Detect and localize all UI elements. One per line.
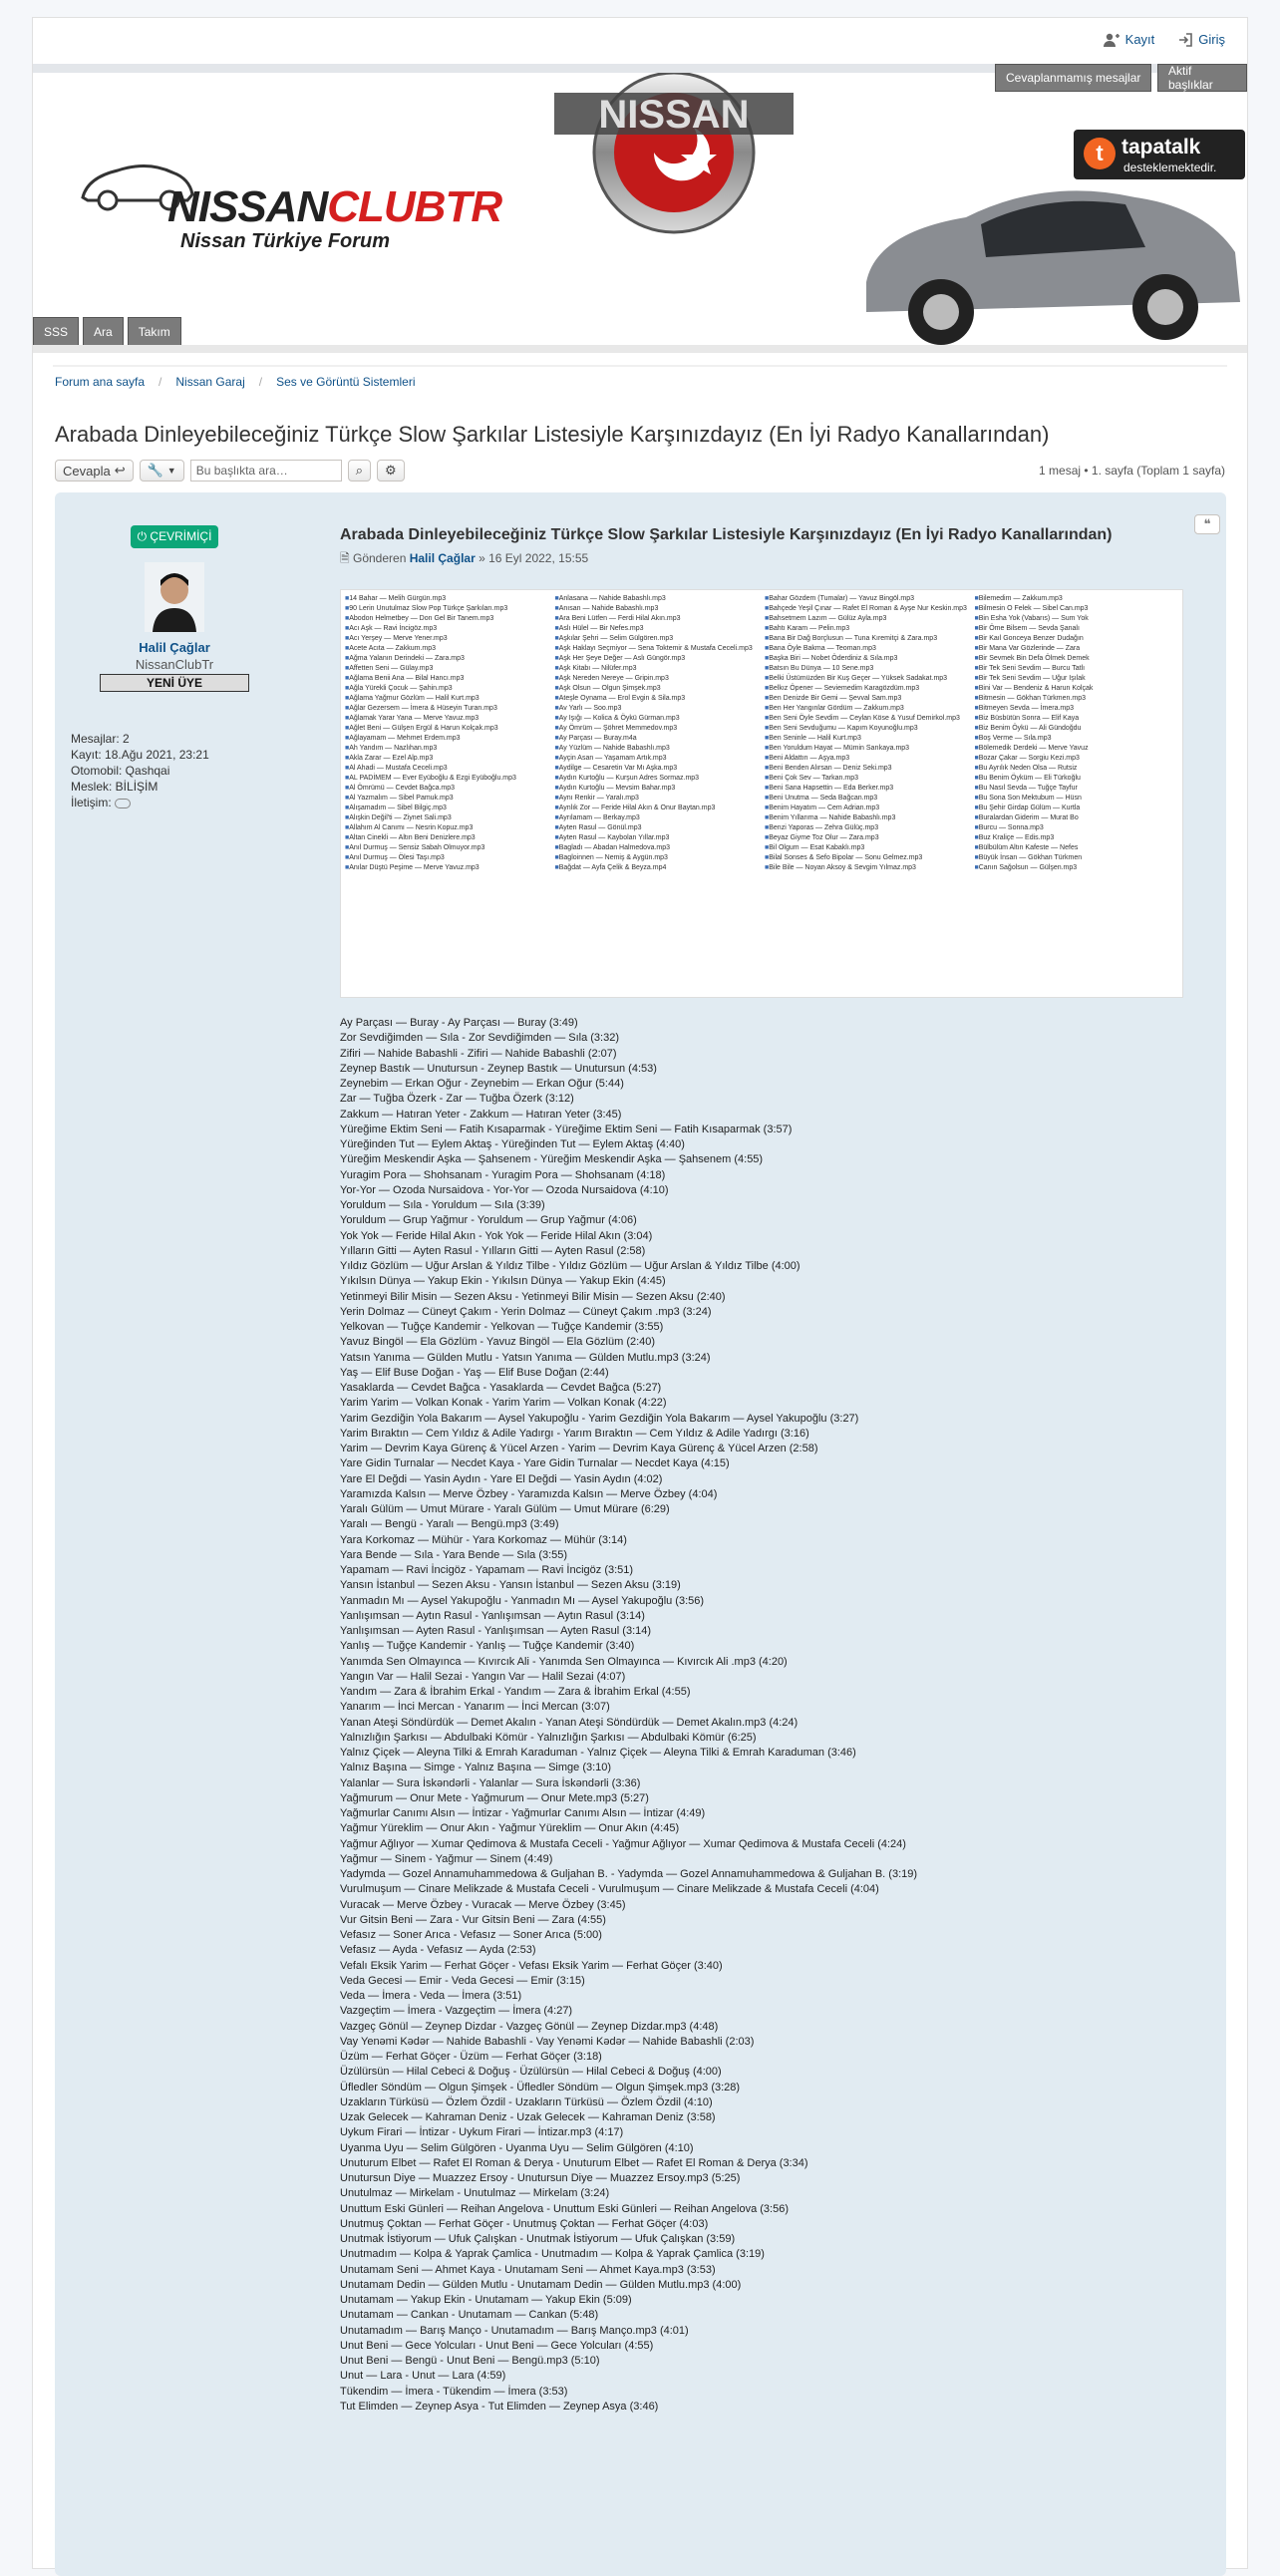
online-status-label: ÇEVRİMİÇİ xyxy=(150,529,212,543)
screenshot-file-item: ■ Beni Benden Alırsan — Deniz Seki.mp3 xyxy=(765,764,969,774)
song-line: Yanlışımsan — Aytın Rasul - Yanlışımsan — Aytın Rasul (3:14) xyxy=(340,1609,645,1622)
song-line: Vefasız — Ayda - Vefasız — Ayda (2:53) xyxy=(340,1944,536,1957)
screenshot-file-item: ■ Bahçede Yeşil Çınar — Rafet El Roman & Ayşe Nur Keskin.mp3 xyxy=(765,604,969,614)
tabs-underline xyxy=(33,345,1247,353)
song-line: Vur Gitsin Beni — Zara - Vur Gitsin Beni — Zara (4:55) xyxy=(340,1913,606,1926)
screenshot-file-item: ■ Aslı Hülel — Bir Nefes.mp3 xyxy=(555,624,760,634)
screenshot-file-item: ■ Ağlayamam — Mehmet Erdem.mp3 xyxy=(345,734,549,744)
screenshot-file-item: ■ Bölemedik Derdeki — Merve Yavuz xyxy=(975,744,1179,754)
screenshot-file-item: ■ Bağdat — Ayfa Çelik & Beyza.mp4 xyxy=(555,863,760,873)
post-author-prefix: Gönderen xyxy=(353,551,407,565)
site-logo[interactable] xyxy=(167,182,501,232)
song-line: Yanlışımsan — Ayten Rasul - Yanlışımsan — Ayten Rasul (3:14) xyxy=(340,1625,652,1637)
screenshot-file-item: ■ Aşk Her Şeye Değer — Aslı Güngör.mp3 xyxy=(555,654,760,664)
screenshot-file-item: ■ Alışamadım — Sibel Bilgiç.mp3 xyxy=(345,804,549,813)
screenshot-file-item: ■ Bile Bile — Noyan Aksoy & Sevgim Yılmaz.mp3 xyxy=(765,863,969,873)
song-line: Yılların Gitti — Ayten Rasul - Yılların Gitti — Ayten Rasul (2:58) xyxy=(340,1244,646,1257)
song-line: Veda Gecesi — Emir - Veda Gecesi — Emir (3:15) xyxy=(340,1974,585,1987)
screenshot-file-item: ■ Allahım Al Canımı — Nesrin Kopuz.mp3 xyxy=(345,823,549,833)
song-line: Üzülürsün — Hilal Cebeci & Doğuş - Üzülürsün — Hilal Cebeci & Doğuş (4:00) xyxy=(340,2066,722,2079)
song-line: Unut — Lara - Unut — Lara (4:59) xyxy=(340,2370,506,2383)
screenshot-file-item: ■ Canın Sağolsun — Gülşen.mp3 xyxy=(975,863,1179,873)
screenshot-file-item: ■ Bana Bir Dağ Borçlusun — Tuna Kıremitçi & Zara.mp3 xyxy=(765,634,969,644)
screenshot-file-item: ■ Ay Yüzlüm — Nahide Babashlı.mp3 xyxy=(555,744,760,754)
tab-search[interactable]: Ara xyxy=(83,317,124,347)
user-title: NissanClubTr xyxy=(135,657,214,672)
song-line: Yandım — Zara & İbrahim Erkal - Yandım — Zara & İbrahim Erkal (4:55) xyxy=(340,1686,691,1698)
post-author-line xyxy=(340,549,1197,570)
screenshot-file-item: ■ Ay Parçası — Buray.m4a xyxy=(555,734,760,744)
song-line: Unutamam — Cankan - Unutamam — Cankan (5:48) xyxy=(340,2309,599,2322)
song-line: Yaralı — Bengü - Yaralı — Bengü.mp3 (3:49) xyxy=(340,1518,559,1531)
song-line: Unutamadım — Barış Manço - Unutamadım — Barış Manço.mp3 (4:01) xyxy=(340,2324,689,2337)
song-line: Yağmur — Sinem - Yağmur — Sinem (4:49) xyxy=(340,1852,553,1865)
song-line: Unut Beni — Gece Yolcuları - Unut Beni — Gece Yolcuları (4:55) xyxy=(340,2339,654,2352)
breadcrumb-audio-video[interactable]: Ses ve Görüntü Sistemleri xyxy=(276,375,416,389)
screenshot-file-item: ■ Batsın Bu Dünya — 10 Sene.mp3 xyxy=(765,664,969,674)
song-line: Yanan Ateşi Söndürdük — Demet Akalın - Yanan Ateşi Söndürdük — Demet Akalın.mp3 (4:24) xyxy=(340,1716,799,1729)
song-line: Yüreğime Ektim Seni — Fatih Kısaparmak - Yüreğime Ektim Seni — Fatih Kısaparmak (3:57) xyxy=(340,1123,793,1135)
post-file-icon: 🗎 xyxy=(340,551,350,565)
post-date: » 16 Eyl 2022, 15:55 xyxy=(479,551,589,565)
screenshot-file-item: ■ Aşk Nereden Nereye — Gripin.mp3 xyxy=(555,674,760,684)
screenshot-file-item: ■ Bu Ayrılık Neden Olsa — Rutsiz xyxy=(975,764,1179,774)
song-line: Uyanma Uyu — Selim Gülgören - Uyanma Uyu — Selim Gülgören (4:10) xyxy=(340,2141,694,2154)
screenshot-file-item: ■ Beni Unutma — Seda Bağcan.mp3 xyxy=(765,794,969,804)
logo-subtitle: Nissan Türkiye Forum xyxy=(180,230,391,252)
screenshot-file-item: ■ Anıl Durmuş — Sensiz Sabah Olmuyor.mp3 xyxy=(345,843,549,853)
post-title[interactable]: Arabada Dinleyebileceğiniz Türkçe Slow Şarkılar Listesiyle Karşınızdayız (En İyi Radyo Kanallarından) xyxy=(340,526,1113,543)
screenshot-file-item: ■ Bilal Sonses & Sefo Bipolar — Sonu Gelmez.mp3 xyxy=(765,853,969,863)
screenshot-file-item: ■ Bu Nasıl Sevda — Tuğçe Tayfur xyxy=(975,784,1179,794)
screenshot-file-item: ■ Anısan — Nahide Babashlı.mp3 xyxy=(555,604,760,614)
song-line: Uzakların Türküsü — Özlem Özdil - Uzakların Türküsü — Özlem Özdil (4:10) xyxy=(340,2095,713,2108)
song-line: Vazgeç Gönül — Zeynep Dizdar - Vazgeç Gönül — Zeynep Dizdar.mp3 (4:48) xyxy=(340,2020,719,2033)
song-line: Uykum Firari — İntizar - Uykum Firari — İntizar.mp3 (4:17) xyxy=(340,2126,624,2139)
screenshot-file-item: ■ Bir Kaıl Gonceya Benzer Dudağın xyxy=(975,634,1179,644)
screenshot-file-item: ■ Aşk Haklayı Seçmiyor — Sena Toktemir & Mustafa Ceceli.mp3 xyxy=(555,644,760,654)
screenshot-file-item: ■ Ayrılamam — Berkay.mp3 xyxy=(555,813,760,823)
screenshot-file-item: ■ Bitmesin — Gökhan Türkmen.mp3 xyxy=(975,694,1179,704)
screenshot-file-item: ■ Ağlama Benii Ana — Bilal Hancı.mp3 xyxy=(345,674,549,684)
nissan-flag-emblem xyxy=(529,73,818,242)
wrench-icon: 🔧 xyxy=(147,463,163,478)
profile-job: Meslek: BİLİŞİM xyxy=(71,780,159,794)
screenshot-file-item: ■ Bu Sona Son Mektubum — Hüsn xyxy=(975,794,1179,804)
screenshot-file-item: ■ Ay Ömrüm — Şöhret Memmedov.mp3 xyxy=(555,724,760,734)
song-line: Yarim Gezdiğin Yola Bakarım — Aysel Yakupoğlu - Yarim Gezdiğin Yola Bakarım — Aysel Yakupoğlu (3:27) xyxy=(340,1412,859,1425)
screenshot-file-item: ■ Bir Öme Bilsem — Sevda Şanalı xyxy=(975,624,1179,634)
screenshot-file-item: ■ Av Yarlı — Soo.mp3 xyxy=(555,704,760,714)
song-line: Yuragim Pora — Shohsanam - Yuragim Pora — Shohsanam (4:18) xyxy=(340,1168,666,1181)
avatar-image xyxy=(145,562,204,632)
screenshot-file-item: ■ Ayçin Asan — Yaşamam Artık.mp3 xyxy=(555,754,760,764)
register-link[interactable] xyxy=(1104,32,1155,47)
screenshot-file-item: ■ Ben Seni Sevduğumu — Kapım Koyunoğlu.mp3 xyxy=(765,724,969,734)
song-line: Yoruldum — Grup Yağmur - Yoruldum — Grup Yağmur (4:06) xyxy=(340,1214,637,1227)
screenshot-file-item: ■ Alışkin Değil'ti — Ziynet Sali.mp3 xyxy=(345,813,549,823)
song-line: Yoruldum — Sıla - Yoruldum — Sıla (3:39) xyxy=(340,1199,545,1211)
logo-main: NISSAN xyxy=(167,182,328,231)
song-line: Uzak Gelecek — Kahraman Deniz - Uzak Gelecek — Kahraman Deniz (3:58) xyxy=(340,2111,716,2123)
tab-team[interactable]: Takım xyxy=(128,317,181,347)
screenshot-file-item: ■ Ben Seninle — Halil Kurt.mp3 xyxy=(765,734,969,744)
song-line: Yaş — Elif Buse Doğan - Yaş — Elif Buse Doğan (2:44) xyxy=(340,1366,609,1379)
screenshot-file-item: ■ Ben Seni Öyle Sevdim — Ceylan Köse & Yusuf Demirkol.mp3 xyxy=(765,714,969,724)
tapatalk-sublabel: desteklemektedir. xyxy=(1123,161,1217,174)
screenshot-file-item: ■ Ben Yoruldum Hayat — Mümin Sarıkaya.mp3 xyxy=(765,744,969,754)
song-line: Yatsın Yanıma — Gülden Mutlu - Yatsın Yanıma — Gülden Mutlu.mp3 (3:24) xyxy=(340,1351,711,1364)
post-author[interactable]: Halil Çağlar xyxy=(409,551,476,565)
user-rank: YENİ ÜYE xyxy=(100,674,249,692)
file-list-screenshot[interactable] xyxy=(340,589,1183,998)
tapatalk-label: tapatalk xyxy=(1121,136,1201,159)
reply-label: Cevapla xyxy=(63,463,111,479)
song-line: Yüreğim Meskendir Aşka — Şahsenem - Yüreğim Meskendir Aşka — Şahsenem (4:55) xyxy=(340,1153,764,1166)
screenshot-file-item: ■ Aynlık Zor — Feride Hilal Akın & Onur Baytan.mp3 xyxy=(555,804,760,813)
song-line: Vay Yenəmi Kədər — Nahide Babashli - Vay Yenəmi Kədər — Nahide Babashli (2:03) xyxy=(340,2035,755,2048)
song-line: Yalnız Çiçek — Aleyna Tilki & Emrah Karaduman - Yalnız Çiçek — Aleyna Tilki & Emrah Karaduman (3:46) xyxy=(340,1747,856,1759)
profile-posts: Mesajlar: 2 xyxy=(71,732,130,746)
screenshot-file-item: ■ Bini Var — Bendeniz & Harun Kolçak xyxy=(975,684,1179,694)
screenshot-file-item: ■ 14 Bahar — Melih Gürgün.mp3 xyxy=(345,594,549,604)
song-line: Zor Sevdiğimden — Sıla - Zor Sevdiğimden — Sıla (3:32) xyxy=(340,1032,620,1045)
breadcrumb-divider xyxy=(53,365,1227,367)
song-line: Yanımda Sen Olmayınca — Kıvırcık Ali - Yanımda Sen Olmayınca — Kıvırcık Ali .mp3 (4:20) xyxy=(340,1655,788,1668)
song-line: Zar — Tuğba Özerk - Zar — Tuğba Özerk (3:12) xyxy=(340,1093,574,1106)
song-line: Unutamam Dedin — Gülden Mutlu - Unutamam Dedin — Gülden Mutlu.mp3 (4:00) xyxy=(340,2278,742,2291)
screenshot-file-item: ■ Aşkılar Şehri — Selim Gülgören.mp3 xyxy=(555,634,760,644)
song-line: Yağmur Ağlıyor — Xumar Qedimova & Mustafa Ceceli - Yağmur Ağlıyor — Xumar Qedimova & Mustafa Ceceli (4:24) xyxy=(340,1837,906,1850)
song-line: Yıkılsın Dünya — Yakup Ekin - Yıkılsın Dünya — Yakup Ekin (4:45) xyxy=(340,1275,666,1288)
screenshot-file-item: ■ Bilemedim — Zakkum.mp3 xyxy=(975,594,1179,604)
topic-search-input[interactable]: Bu başlıkta ara… xyxy=(190,460,342,482)
screenshot-file-item: ■ Bagloinnen — Nemiş & Aygün.mp3 xyxy=(555,853,760,863)
site-header xyxy=(33,73,1247,362)
login-link[interactable] xyxy=(1178,32,1225,47)
tapatalk-icon: t xyxy=(1084,138,1116,169)
screenshot-file-item: ■ Ağla Yürekli Çocuk — Şahin.mp3 xyxy=(345,684,549,694)
screenshot-file-item: ■ Ağma Yalanın Derindeki — Zara.mp3 xyxy=(345,654,549,664)
profile-car: Otomobil: Qashqai xyxy=(71,764,170,778)
screenshot-file-item: ■ AL PADİMEM — Ever Eyüboğlu & Ezgi Eyüboğlu.mp3 xyxy=(345,774,549,784)
screenshot-file-item: ■ Acı Yerşey — Merve Yener.mp3 xyxy=(345,634,549,644)
song-line: Vurulmuşum — Cinare Melikzade & Mustafa Ceceli - Vurulmuşum — Cinare Melikzade & Mustafa Ceceli (4:04) xyxy=(340,1883,879,1896)
song-line: Yağmurlar Canımı Alsın — İntizar - Yağmurlar Canımı Alsın — İntizar (4:49) xyxy=(340,1807,706,1819)
screenshot-file-item: ■ Aşk Olsun — Olgun Şimşek.mp3 xyxy=(555,684,760,694)
screenshot-file-item: ■ Bahtı Karam — Pelin.mp3 xyxy=(765,624,969,634)
screenshot-file-item: ■ Bülbülüm Altın Kafeste — Nefes xyxy=(975,843,1179,853)
profile-details xyxy=(71,731,209,810)
contact-icon[interactable] xyxy=(115,799,131,808)
pagination-info: 1 mesaj • 1. sayfa (Toplam 1 sayfa) xyxy=(1039,464,1225,478)
quote-icon: ❝ xyxy=(1203,516,1211,531)
screenshot-file-item: ■ Aydilge — Cesaretin Var Mı Aşka.mp3 xyxy=(555,764,760,774)
song-line: Unutursun Diye — Muazzez Ersoy - Unutursun Diye — Muazzez Ersoy.mp3 (5:25) xyxy=(340,2172,741,2184)
song-line: Unutulmaz — Mirkelam - Unutulmaz — Mirkelam (3:24) xyxy=(340,2187,610,2200)
page-wrapper xyxy=(32,17,1248,2569)
song-list xyxy=(340,1016,917,2415)
song-line: Yalnızlığın Şarkısı — Abdulbaki Kömür - Yalnızlığın Şarkısı — Abdulbaki Kömür (6:25) xyxy=(340,1731,757,1744)
breadcrumb-separator: / xyxy=(159,375,162,389)
logo-accent: CLUBTR xyxy=(327,182,502,231)
screenshot-file-item: ■ Beni Sana Hapsettin — Eda Berker.mp3 xyxy=(765,784,969,794)
song-line: Yadymda — Gozel Annamuhammedowa & Guljahan B. - Yadymda — Gozel Annamuhammedowa & Guljahan B. (3:19) xyxy=(340,1868,918,1880)
screenshot-file-item: ■ Burcu — Sonna.mp3 xyxy=(975,823,1179,833)
screenshot-column xyxy=(765,594,969,993)
screenshot-file-item: ■ Bin Esha Yok (Vabarıs) — Sum Yok xyxy=(975,614,1179,624)
screenshot-file-item: ■ Aydın Kurtoğlu — Mevsim Bahar.mp3 xyxy=(555,784,760,794)
song-line: Vuracak — Merve Özbey - Vuracak — Merve Özbey (3:45) xyxy=(340,1898,626,1911)
screenshot-file-item: ■ Bitmeyen Sevda — İmera.mp3 xyxy=(975,704,1179,714)
nav-tabs xyxy=(33,317,181,347)
screenshot-file-item: ■ Ağlamak Yarar Yana — Merve Yavuz.mp3 xyxy=(345,714,549,724)
search-icon: ⌕ xyxy=(355,463,363,478)
screenshot-file-item: ■ Al Yazmalım — Sibel Pamuk.mp3 xyxy=(345,794,549,804)
screenshot-file-item: ■ Buralardan Giderim — Murat Bo xyxy=(975,813,1179,823)
song-line: Unutmadım — Kolpa & Yaprak Çamlica - Unutmadım — Kolpa & Yaprak Çamlica (3:19) xyxy=(340,2248,765,2261)
topic-actions xyxy=(55,460,405,482)
screenshot-file-item: ■ Bir Mana Var Gözlerinde — Zara xyxy=(975,644,1179,654)
profile-contact-label: İletişim: xyxy=(71,796,112,809)
breadcrumb-home[interactable]: Forum ana sayfa xyxy=(55,375,146,389)
song-line: Yarim — Devrim Kaya Gürenç & Yücel Arzen - Yarim — Devrim Kaya Gürenç & Yücel Arzen (2:58) xyxy=(340,1443,818,1454)
topic-tools-button[interactable] xyxy=(140,460,184,482)
screenshot-file-item: ■ Anlasana — Nahide Babashlı.mp3 xyxy=(555,594,760,604)
screenshot-file-item: ■ Al Ömrümü — Cevdet Bağca.mp3 xyxy=(345,784,549,794)
screenshot-file-item: ■ Abodon Helmetbey — Don Gel Bir Tanem.mp3 xyxy=(345,614,549,624)
song-line: Tut Elimden — Zeynep Asya - Tut Elimden — Zeynep Asya (3:46) xyxy=(340,2400,659,2413)
screenshot-column xyxy=(345,594,549,993)
screenshot-file-item: ■ Beni Çok Sev — Tarkan.mp3 xyxy=(765,774,969,784)
screenshot-file-item: ■ Aynı Renkir — Yaralı.mp3 xyxy=(555,794,760,804)
song-line: Vefasız — Soner Arıca - Vefasız — Soner Arıca (5:00) xyxy=(340,1929,602,1941)
song-line: Yelkovan — Tuğçe Kandemir - Yelkovan — Tuğçe Kandemir (3:55) xyxy=(340,1321,664,1333)
song-line: Üfledler Söndüm — Olgun Şimşek - Üfledler Söndüm — Olgun Şimşek.mp3 (3:28) xyxy=(340,2081,741,2093)
screenshot-column xyxy=(555,594,760,993)
song-line: Unutmak İstiyorum — Ufuk Çalışkan - Unutmak İstiyorum — Ufuk Çalışkan (3:59) xyxy=(340,2233,736,2245)
song-line: Yaramızda Kalsın — Merve Özbey - Yaramızda Kalsın — Merve Özbey (4:04) xyxy=(340,1487,718,1500)
song-line: Tükendim — İmera - Tükendim — İmera (3:53) xyxy=(340,2385,568,2398)
screenshot-file-item: ■ Benzi Yaporas — Zehra Gülüç.mp3 xyxy=(765,823,969,833)
screenshot-file-item: ■ Bir Tek Seni Sevdim — Uğur Işılak xyxy=(975,674,1179,684)
screenshot-file-item: ■ Ağlama Yağmur Gözlüm — Halil Kurt.mp3 xyxy=(345,694,549,704)
screenshot-file-item: ■ Bana Öyle Bakma — Teoman.mp3 xyxy=(765,644,969,654)
screenshot-file-item: ■ Bilmesin O Felek — Sibel Can.mp3 xyxy=(975,604,1179,614)
screenshot-file-item: ■ Belki Üstümüzden Bir Kuş Geçer — Yüksek Sadakat.mp3 xyxy=(765,674,969,684)
screenshot-file-item: ■ Akla Zarar — Ezel Alp.mp3 xyxy=(345,754,549,764)
profile-contact xyxy=(71,795,209,810)
screenshot-file-item: ■ Al Ahadi — Mustafa Ceceli.mp3 xyxy=(345,764,549,774)
song-line: Unut Beni — Bengü - Unut Beni — Bengü.mp3 (5:10) xyxy=(340,2355,600,2367)
screenshot-file-item: ■ Bozar Çakar — Sorgiu Kezi.mp3 xyxy=(975,754,1179,764)
screenshot-file-item: ■ Ara Beni Lütfen — Ferdi Hilal Akın.mp3 xyxy=(555,614,760,624)
avatar[interactable] xyxy=(145,562,204,632)
screenshot-file-item: ■ Ay Işığı — Kolica & Öykü Gürman.mp3 xyxy=(555,714,760,724)
screenshot-file-item: ■ Benim Yıllarıma — Nahide Babashlı.mp3 xyxy=(765,813,969,823)
profile-joined: Kayıt: 18.Ağu 2021, 23:21 xyxy=(71,748,209,762)
song-line: Üzüm — Ferhat Göçer - Üzüm — Ferhat Göçer (3:18) xyxy=(340,2051,602,2063)
breadcrumb xyxy=(55,375,415,389)
screenshot-file-item: ■ Beyaz Giyme Toz Olur — Zara.mp3 xyxy=(765,833,969,843)
screenshot-file-item: ■ Bir Tek Seni Sevdim — Burcu Tatlı xyxy=(975,664,1179,674)
screenshot-file-item: ■ Ağlet Beni — Gülşen Ergül & Harun Kolçak.mp3 xyxy=(345,724,549,734)
song-line: Yansın İstanbul — Sezen Aksu - Yansın İstanbul — Sezen Aksu (3:19) xyxy=(340,1579,681,1592)
song-line: Yangın Var — Halil Sezai - Yangın Var — Halil Sezai (4:07) xyxy=(340,1670,626,1683)
screenshot-file-item: ■ Bu Benim Öyküm — Eli Türkoğlu xyxy=(975,774,1179,784)
screenshot-file-item: ■ Bahar Gözdem (Tumalar) — Yavuz Bingöl.mp3 xyxy=(765,594,969,604)
active-topics-button[interactable]: Aktif başlıklar xyxy=(1157,64,1247,92)
screenshot-file-item: ■ Benim Hayatım — Cem Adrian.mp3 xyxy=(765,804,969,813)
screenshot-file-item: ■ Büyük İnsan — Gökhan Türkmen xyxy=(975,853,1179,863)
song-line: Yarim Bıraktın — Cem Yıldız & Adile Yadırgı - Yarım Bıraktın — Cem Yıldız & Adile Yadırgı (3:16) xyxy=(340,1427,809,1440)
screenshot-file-item: ■ Ayten Rasul — Gönül.mp3 xyxy=(555,823,760,833)
screenshot-file-item: ■ Ben Her Yangınlar Gördüm — Zakkum.mp3 xyxy=(765,704,969,714)
song-line: Yalanlar — Sura İskəndərli - Yalanlar — Sura İskəndərli (3:36) xyxy=(340,1776,641,1789)
screenshot-file-item: ■ Aşk Kitabı — Nilüfer.mp3 xyxy=(555,664,760,674)
screenshot-file-item: ■ Acete Acıta — Zakkum.mp3 xyxy=(345,644,549,654)
nissan-juke-image xyxy=(846,162,1245,352)
song-line: Yerin Dolmaz — Cüneyt Çakım - Yerin Dolmaz — Cüneyt Çakım .mp3 (3:24) xyxy=(340,1305,712,1318)
quote-button[interactable] xyxy=(1194,514,1220,534)
screenshot-file-item: ■ Acı Aşk — Ravi İncigöz.mp3 xyxy=(345,624,549,634)
topic-title[interactable]: Arabada Dinleyebileceğiniz Türkçe Slow Şarkılar Listesiyle Karşınızdayız (En İyi Radyo Kanallarından) xyxy=(55,422,1050,447)
song-line: Yetinmeyi Bilir Misin — Sezen Aksu - Yetinmeyi Bilir Misin — Sezen Aksu (2:40) xyxy=(340,1290,726,1303)
svg-text:NISSAN: NISSAN xyxy=(598,93,750,137)
song-line: Unutamam Seni — Ahmet Kaya - Unutamam Seni — Ahmet Kaya.mp3 (3:53) xyxy=(340,2263,716,2276)
screenshot-file-item: ■ Bahsetmem Lazım — Gülüz Ayla.mp3 xyxy=(765,614,969,624)
screenshot-file-item: ■ Ateşle Oynama — Erol Evgin & Sila.mp3 xyxy=(555,694,760,704)
song-line: Veda — İmera - Veda — İmera (3:51) xyxy=(340,1990,522,2002)
post xyxy=(55,492,1226,2576)
screenshot-file-item: ■ Anılar Düştü Peşime — Merve Yavuz.mp3 xyxy=(345,863,549,873)
song-line: Vazgeçtim — İmera - Vazgeçtim — İmera (4:27) xyxy=(340,2005,573,2018)
song-line: Yanarım — İnci Mercan - Yanarım — İnci Mercan (3:07) xyxy=(340,1701,610,1714)
search-button[interactable] xyxy=(348,460,371,482)
screenshot-file-item: ■ Aydın Kurtoğlu — Kurşun Adres Sormaz.mp3 xyxy=(555,774,760,784)
screenshot-file-item: ■ Affetten Seni — Gülay.mp3 xyxy=(345,664,549,674)
screenshot-file-item: ■ Buz Kraliçe — Edis.mp3 xyxy=(975,833,1179,843)
reply-button[interactable] xyxy=(55,460,134,482)
song-line: Yarim Yarim — Volkan Konak - Yarim Yarim — Volkan Konak (4:22) xyxy=(340,1397,667,1410)
breadcrumb-nissan-garaj[interactable]: Nissan Garaj xyxy=(175,375,245,389)
power-icon: ⏻ xyxy=(137,529,148,543)
advanced-search-button[interactable] xyxy=(377,460,405,482)
screenshot-file-item: ■ Ah Yandım — Nazlıhan.mp3 xyxy=(345,744,549,754)
screenshot-file-item: ■ Biz Büsbütün Sonra — Elif Kaya xyxy=(975,714,1179,724)
post-body xyxy=(340,526,1197,2413)
song-line: Yara Korkomaz — Mühür - Yara Korkomaz — Mühür (3:14) xyxy=(340,1533,627,1546)
song-line: Yağmurum — Onur Mete - Yağmurum — Onur Mete.mp3 (5:27) xyxy=(340,1791,649,1804)
song-line: Yara Bende — Sıla - Yara Bende — Sıla (3:55) xyxy=(340,1548,568,1561)
song-line: Vefalı Eksik Yarim — Ferhat Göçer - Vefası Eksik Yarim — Ferhat Göçer (3:40) xyxy=(340,1959,723,1972)
screenshot-file-item: ■ Anıl Durmuş — Ölesi Taşı.mp3 xyxy=(345,853,549,863)
screenshot-file-item: ■ Bu Şehir Girdap Gülüm — Kurtla xyxy=(975,804,1179,813)
screenshot-file-item: ■ Beni Aldattın — Aşya.mp3 xyxy=(765,754,969,764)
song-line: Yare Gidin Turnalar — Necdet Kaya - Yare Gidin Turnalar — Necdet Kaya (4:15) xyxy=(340,1457,730,1470)
song-line: Yanmadın Mı — Aysel Yakupoğlu - Yanmadın Mı — Aysel Yakupoğlu (3:56) xyxy=(340,1594,705,1607)
screenshot-file-item: ■ Ben Denizde Bir Gemi — Şevval Sam.mp3 xyxy=(765,694,969,704)
song-line: Unuttum Eski Günleri — Reihan Angelova - Unuttum Eski Günleri — Reihan Angelova (3:56) xyxy=(340,2202,789,2215)
song-line: Yanlış — Tuğçe Kandemir - Yanlış — Tuğçe Kandemir (3:40) xyxy=(340,1640,635,1653)
tab-faq[interactable]: SSS xyxy=(33,317,79,347)
screenshot-file-item: ■ Ayten Rasul — Kaybolan Yıllar.mp3 xyxy=(555,833,760,843)
song-line: Yaralı Gülüm — Umut Mürare - Yaralı Gülüm — Umut Mürare (6:29) xyxy=(340,1503,670,1515)
breadcrumb-separator: / xyxy=(258,375,263,389)
sign-in-icon xyxy=(1178,33,1192,47)
chevron-down-icon: ▼ xyxy=(166,466,176,476)
song-line: Zeynebim — Erkan Oğur - Zeynebim — Erkan Oğur (5:44) xyxy=(340,1078,624,1090)
user-plus-icon xyxy=(1104,33,1120,47)
screenshot-file-item: ■ Başka Biri — Nobet Öderdiniz & Sıla.mp3 xyxy=(765,654,969,664)
register-label[interactable]: Kayıt xyxy=(1124,32,1155,47)
song-line: Zeynep Bastık — Unutursun - Zeynep Bastık — Unutursun (4:53) xyxy=(340,1062,657,1075)
song-line: Yor-Yor — Ozoda Nursaidova - Yor-Yor — Ozoda Nursaidova (4:10) xyxy=(340,1183,669,1196)
song-line: Yalnız Başına — Simge - Yalnız Başına — Simge (3:10) xyxy=(340,1762,612,1774)
song-line: Unutmuş Çoktan — Ferhat Göçer - Unutmuş Çoktan — Ferhat Göçer (4:03) xyxy=(340,2217,709,2230)
song-line: Unuturum Elbet — Rafet El Roman & Derya - Unuturum Elbet — Rafet El Roman & Derya (3:34) xyxy=(340,2156,808,2169)
song-line: Unutamam — Yakup Ekin - Unutamam — Yakup Ekin (5:09) xyxy=(340,2294,632,2306)
screenshot-file-item: ■ Bir Sevmek Bin Defa Ölmek Demek xyxy=(975,654,1179,664)
login-label[interactable]: Giriş xyxy=(1198,32,1225,47)
song-line: Yok Yok — Feride Hilal Akın - Yok Yok — Feride Hilal Akın (3:04) xyxy=(340,1229,653,1242)
screenshot-file-item: ■ Belkız Öpener — Seviemedim Karagözdüm.mp3 xyxy=(765,684,969,694)
screenshot-file-item: ■ Boş Verme — Sıla.mp3 xyxy=(975,734,1179,744)
online-status-badge xyxy=(131,525,219,548)
reply-arrow-icon: ↩ xyxy=(114,463,126,478)
top-links xyxy=(1104,32,1225,47)
song-line: Yare El Değdi — Yasin Aydın - Yare El Değdi — Yasin Aydın (4:02) xyxy=(340,1472,663,1485)
screenshot-file-item: ■ Altan Cinekli — Altın Beni Denizlere.mp3 xyxy=(345,833,549,843)
song-line: Yapamam — Ravi İncigöz - Yapamam — Ravi İncigöz (3:51) xyxy=(340,1564,634,1576)
screenshot-column xyxy=(975,594,1179,993)
username[interactable]: Halil Çağlar xyxy=(139,640,210,655)
song-line: Yasaklarda — Cevdet Bağca - Yasaklarda — Cevdet Bağca (5:27) xyxy=(340,1382,662,1394)
song-line: Zakkum — Hatıran Yeter - Zakkum — Hatıran Yeter (3:45) xyxy=(340,1108,622,1121)
song-line: Yağmur Yüreklim — Onur Akın - Yağmur Yüreklim — Onur Akın (4:45) xyxy=(340,1822,680,1835)
screenshot-file-item: ■ Bagladı — Abadan Halmedova.mp3 xyxy=(555,843,760,853)
song-line: Ay Parçası — Buray - Ay Parçası — Buray (3:49) xyxy=(340,1017,578,1029)
screenshot-file-item: ■ 90 Lerin Unutulmaz Slow Pop Türkçe Şarkıları.mp3 xyxy=(345,604,549,614)
song-line: Yavuz Bingöl — Ela Gözlüm - Yavuz Bingöl — Ela Gözlüm (2:40) xyxy=(340,1336,656,1349)
screenshot-file-item: ■ Bil Olgum — Esat Kabaklı.mp3 xyxy=(765,843,969,853)
song-line: Zifiri — Nahide Babashli - Zifiri — Nahide Babashli (2:07) xyxy=(340,1047,617,1060)
screenshot-file-item: ■ Biz Benim Öykü — Ali Gündoğdu xyxy=(975,724,1179,734)
screenshot-file-item: ■ Ağlar Gezersem — İmera & Hüseyin Turan.mp3 xyxy=(345,704,549,714)
post-profile xyxy=(55,492,294,809)
song-line: Yıldız Gözlüm — Uğur Arslan & Yıldız Tilbe - Yıldız Gözlüm — Uğur Arslan & Yıldız Tilbe (4:00) xyxy=(340,1260,800,1272)
gear-icon: ⚙ xyxy=(385,463,397,478)
song-line: Yüreğinden Tut — Eylem Aktaş - Yüreğinden Tut — Eylem Aktaş (4:40) xyxy=(340,1138,685,1150)
unanswered-posts-button[interactable]: Cevaplanmamış mesajlar xyxy=(995,64,1151,92)
